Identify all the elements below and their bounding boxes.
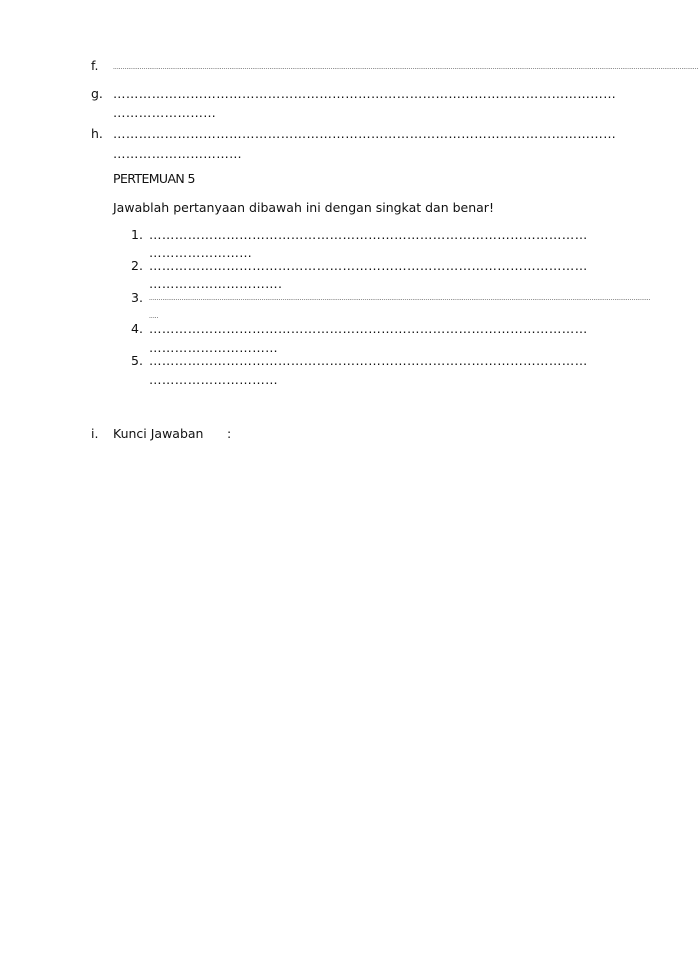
question-1-dotted-line-1: …………………………………………………………………………………………	[149, 227, 588, 242]
item-marker-f: f.	[91, 58, 99, 73]
question-5-dotted-line-1: …………………………………………………………………………………………	[149, 353, 588, 368]
question-4-dotted-line-2: …………………………	[149, 340, 278, 355]
item-marker-i: i.	[91, 426, 99, 441]
item-g-dotted-line-1: ………………………………………………………………………………………………………	[113, 86, 617, 101]
section-instruction: Jawablah pertanyaan dibawah ini dengan singkat dan benar!	[113, 200, 494, 215]
item-g-dotted-line-2: ……………………	[113, 105, 217, 120]
item-h-dotted-line-1: ………………………………………………………………………………………………………	[113, 126, 617, 141]
question-number-2: 2.	[131, 258, 143, 273]
question-number-4: 4.	[131, 321, 143, 336]
item-f-dotted-line: ...................................................................................................................................................................................................................................................................................................................	[113, 64, 699, 71]
question-number-1: 1.	[131, 227, 143, 242]
section-title: PERTEMUAN 5	[113, 171, 195, 186]
item-marker-g: g.	[91, 86, 103, 101]
answer-key-colon: :	[227, 426, 232, 441]
answer-key-label: Kunci Jawaban	[113, 426, 204, 441]
question-2-dotted-line-1: …………………………………………………………………………………………	[149, 258, 588, 273]
question-number-5: 5.	[131, 353, 143, 368]
question-5-dotted-line-2: …………………………	[149, 372, 278, 387]
question-1-dotted-line-2: ……………………	[149, 245, 253, 260]
question-2-dotted-line-2: ………………………….	[149, 276, 283, 291]
item-h-dotted-line-2: …………………………	[113, 146, 242, 161]
question-number-3: 3.	[131, 290, 143, 305]
question-4-dotted-line-1: …………………………………………………………………………………………	[149, 321, 588, 336]
question-3-dotted-line-1: .......................................................................................................................................................................................................................................................................	[149, 295, 651, 302]
question-3-dotted-line-2: .....	[149, 313, 159, 320]
item-marker-h: h.	[91, 126, 103, 141]
